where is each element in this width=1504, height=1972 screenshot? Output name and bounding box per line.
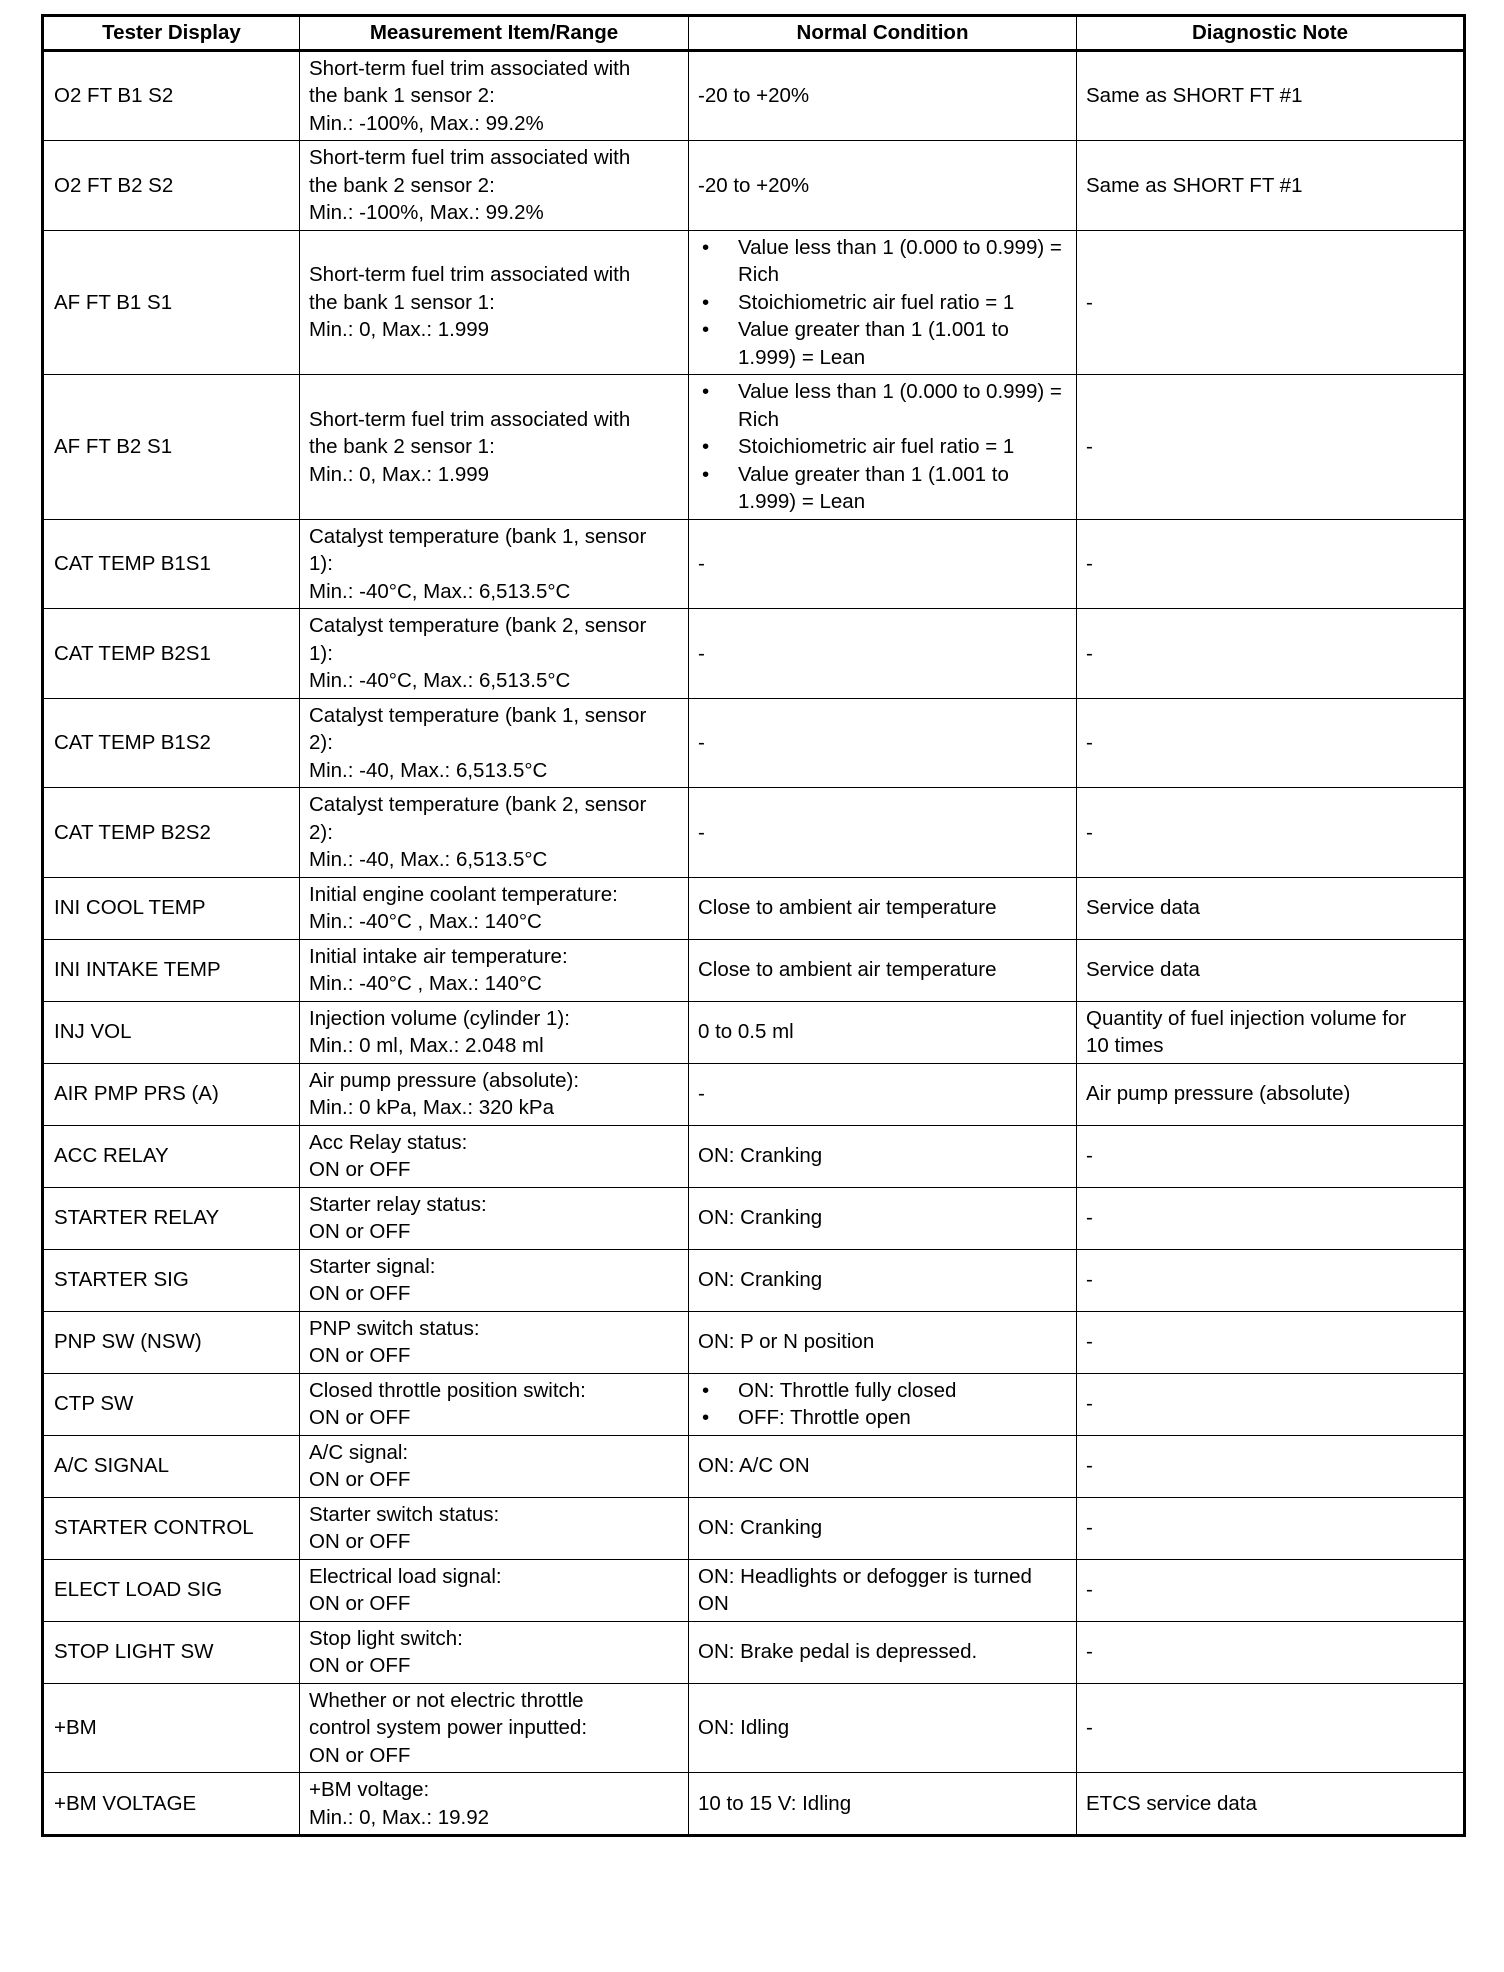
cell-line: 2): bbox=[309, 820, 333, 844]
cell-normal-condition bbox=[689, 1435, 1077, 1497]
cell-tester-display: +BM bbox=[43, 1683, 300, 1773]
cell-line: ON or OFF bbox=[309, 1344, 411, 1367]
cell-line: Catalyst temperature (bank 1, sensor bbox=[309, 703, 647, 727]
bullet-item: • Stoichiometric air fuel ratio = 1 bbox=[698, 289, 1067, 317]
cell-line: ON or OFF bbox=[309, 1468, 411, 1491]
cell-diagnostic-note bbox=[1077, 230, 1465, 375]
cell-normal-condition bbox=[689, 1683, 1077, 1773]
cell-normal-condition bbox=[689, 230, 1077, 375]
cell-tester-display: AF FT B2 S1 bbox=[43, 375, 300, 520]
cell-line: Service data bbox=[1086, 958, 1200, 982]
cell-normal-condition bbox=[689, 1249, 1077, 1311]
cell-line: ON or OFF bbox=[309, 1530, 411, 1553]
cell-diagnostic-note bbox=[1077, 939, 1465, 1001]
cell-normal-condition bbox=[689, 1311, 1077, 1373]
header-normal-condition: Normal Condition bbox=[689, 16, 1077, 51]
cell-line: Min.: -100%, Max.: 99.2% bbox=[309, 111, 544, 135]
cell-measurement-item bbox=[300, 939, 689, 1001]
cell-line: ON bbox=[698, 1592, 729, 1615]
cell-line: - bbox=[1086, 1330, 1093, 1354]
table-row bbox=[43, 1773, 1465, 1836]
table-row bbox=[43, 230, 1465, 375]
cell-tester-display: CAT TEMP B2S1 bbox=[43, 609, 300, 699]
cell-line: ON or OFF bbox=[309, 1282, 411, 1305]
table-row bbox=[43, 141, 1465, 231]
cell-line: Same as SHORT FT #1 bbox=[1086, 84, 1303, 107]
bullet-item: • Value greater than 1 (1.001 to 1.999) = Lean bbox=[698, 461, 1067, 516]
cell-line: ON or OFF bbox=[309, 1158, 411, 1181]
table-row bbox=[43, 1373, 1465, 1435]
cell-normal-condition bbox=[689, 1125, 1077, 1187]
cell-line: the bank 1 sensor 1: bbox=[309, 290, 495, 314]
cell-tester-display: INI INTAKE TEMP bbox=[43, 939, 300, 1001]
cell-line: - bbox=[698, 641, 705, 665]
cell-line: - bbox=[1086, 290, 1093, 314]
cell-line: Short-term fuel trim associated with bbox=[309, 56, 631, 80]
cell-tester-display: AIR PMP PRS (A) bbox=[43, 1063, 300, 1125]
table-body bbox=[43, 50, 1465, 1836]
cell-line: ON: P or N position bbox=[698, 1330, 875, 1354]
cell-tester-display: A/C SIGNAL bbox=[43, 1435, 300, 1497]
table-row bbox=[43, 1683, 1465, 1773]
cell-line: Close to ambient air temperature bbox=[698, 958, 997, 982]
cell-line: ON: Cranking bbox=[698, 1516, 823, 1540]
cell-line: Service data bbox=[1086, 896, 1200, 920]
cell-measurement-item bbox=[300, 1773, 689, 1836]
table-row bbox=[43, 609, 1465, 699]
cell-diagnostic-note bbox=[1077, 1125, 1465, 1187]
cell-line: ON: Headlights or defogger is turned bbox=[698, 1564, 1032, 1588]
cell-line: the bank 1 sensor 2: bbox=[309, 84, 495, 107]
cell-measurement-item bbox=[300, 1063, 689, 1125]
cell-line: ON or OFF bbox=[309, 1220, 411, 1243]
cell-line: Catalyst temperature (bank 2, sensor bbox=[309, 614, 647, 637]
cell-tester-display: INJ VOL bbox=[43, 1001, 300, 1063]
cell-line: 10 to 15 V: Idling bbox=[698, 1791, 852, 1815]
cell-line: ON or OFF bbox=[309, 1654, 411, 1677]
cell-line: 1): bbox=[309, 552, 333, 575]
cell-line: +BM voltage: bbox=[309, 1778, 430, 1801]
cell-tester-display: CAT TEMP B1S1 bbox=[43, 519, 300, 609]
cell-line: - bbox=[1086, 1578, 1093, 1602]
cell-normal-condition bbox=[689, 375, 1077, 520]
cell-line: - bbox=[1086, 1268, 1093, 1292]
header-measurement-item: Measurement Item/Range bbox=[300, 16, 689, 51]
cell-line: - bbox=[698, 552, 705, 575]
cell-measurement-item bbox=[300, 375, 689, 520]
cell-normal-condition bbox=[689, 609, 1077, 699]
cell-normal-condition bbox=[689, 1001, 1077, 1063]
cell-normal-condition bbox=[689, 50, 1077, 141]
cell-diagnostic-note bbox=[1077, 1187, 1465, 1249]
cell-measurement-item bbox=[300, 1249, 689, 1311]
cell-normal-condition bbox=[689, 1559, 1077, 1621]
cell-measurement-item bbox=[300, 1683, 689, 1773]
cell-tester-display: CAT TEMP B2S2 bbox=[43, 788, 300, 878]
bullet-item: • Value less than 1 (0.000 to 0.999) = Rich bbox=[698, 234, 1067, 289]
cell-line: Close to ambient air temperature bbox=[698, 896, 997, 920]
cell-line: - bbox=[1086, 820, 1093, 844]
bullet-list bbox=[698, 234, 1067, 372]
table-row bbox=[43, 1249, 1465, 1311]
cell-normal-condition bbox=[689, 1063, 1077, 1125]
cell-line: Air pump pressure (absolute): bbox=[309, 1068, 580, 1092]
table-row bbox=[43, 50, 1465, 141]
cell-normal-condition bbox=[689, 141, 1077, 231]
cell-line: Whether or not electric throttle bbox=[309, 1688, 584, 1712]
cell-line: Catalyst temperature (bank 2, sensor bbox=[309, 793, 647, 816]
cell-line: - bbox=[698, 820, 705, 844]
cell-line: Min.: 0, Max.: 19.92 bbox=[309, 1805, 490, 1829]
table-row bbox=[43, 1125, 1465, 1187]
cell-line: Min.: -40, Max.: 6,513.5°C bbox=[309, 848, 548, 871]
cell-diagnostic-note bbox=[1077, 788, 1465, 878]
cell-line: Min.: -100%, Max.: 99.2% bbox=[309, 201, 544, 224]
cell-tester-display: O2 FT B2 S2 bbox=[43, 141, 300, 231]
bullet-item: • OFF: Throttle open bbox=[698, 1404, 1067, 1432]
cell-normal-condition bbox=[689, 1373, 1077, 1435]
cell-line: ON: Idling bbox=[698, 1716, 790, 1739]
cell-line: - bbox=[1086, 1144, 1093, 1168]
cell-tester-display: STARTER RELAY bbox=[43, 1187, 300, 1249]
cell-tester-display: CTP SW bbox=[43, 1373, 300, 1435]
cell-line: Electrical load signal: bbox=[309, 1564, 502, 1588]
cell-line: Min.: -40°C , Max.: 140°C bbox=[309, 910, 542, 933]
cell-diagnostic-note bbox=[1077, 698, 1465, 788]
cell-tester-display: CAT TEMP B1S2 bbox=[43, 698, 300, 788]
cell-measurement-item bbox=[300, 141, 689, 231]
cell-diagnostic-note bbox=[1077, 1683, 1465, 1773]
cell-line: control system power inputted: bbox=[309, 1716, 588, 1739]
cell-line: Min.: -40°C, Max.: 6,513.5°C bbox=[309, 669, 571, 692]
cell-line: - bbox=[1086, 1392, 1093, 1416]
cell-line: Closed throttle position switch: bbox=[309, 1378, 586, 1402]
cell-line: ON: Cranking bbox=[698, 1268, 823, 1292]
cell-line: - bbox=[1086, 1716, 1093, 1739]
cell-line: ON: A/C ON bbox=[698, 1454, 810, 1478]
cell-line: - bbox=[698, 1082, 705, 1106]
table-row bbox=[43, 1063, 1465, 1125]
data-list-table bbox=[41, 14, 1466, 1837]
table-row bbox=[43, 375, 1465, 520]
cell-line: Same as SHORT FT #1 bbox=[1086, 173, 1303, 197]
table-row bbox=[43, 698, 1465, 788]
cell-line: ON or OFF bbox=[309, 1592, 411, 1615]
cell-line: 1): bbox=[309, 641, 333, 665]
cell-normal-condition bbox=[689, 788, 1077, 878]
table-row bbox=[43, 1621, 1465, 1683]
cell-diagnostic-note bbox=[1077, 1373, 1465, 1435]
cell-line: - bbox=[1086, 1454, 1093, 1478]
cell-line: ON: Brake pedal is depressed. bbox=[698, 1640, 978, 1664]
cell-measurement-item bbox=[300, 1497, 689, 1559]
cell-line: -20 to +20% bbox=[698, 173, 810, 197]
cell-line: 10 times bbox=[1086, 1034, 1164, 1057]
table-row bbox=[43, 788, 1465, 878]
cell-line: - bbox=[1086, 731, 1093, 754]
cell-measurement-item bbox=[300, 1559, 689, 1621]
cell-line: ETCS service data bbox=[1086, 1791, 1257, 1815]
table-row bbox=[43, 1435, 1465, 1497]
cell-diagnostic-note bbox=[1077, 1063, 1465, 1125]
cell-line: - bbox=[1086, 1206, 1093, 1230]
bullet-item: • Value greater than 1 (1.001 to 1.999) = Lean bbox=[698, 316, 1067, 371]
cell-diagnostic-note bbox=[1077, 1001, 1465, 1063]
cell-normal-condition bbox=[689, 939, 1077, 1001]
cell-normal-condition bbox=[689, 519, 1077, 609]
cell-measurement-item bbox=[300, 1621, 689, 1683]
cell-tester-display: INI COOL TEMP bbox=[43, 877, 300, 939]
bullet-item: • ON: Throttle fully closed bbox=[698, 1377, 1067, 1405]
cell-normal-condition bbox=[689, 1773, 1077, 1836]
table-row bbox=[43, 877, 1465, 939]
cell-diagnostic-note bbox=[1077, 50, 1465, 141]
cell-tester-display: +BM VOLTAGE bbox=[43, 1773, 300, 1836]
cell-line: the bank 2 sensor 2: bbox=[309, 173, 495, 197]
cell-diagnostic-note bbox=[1077, 609, 1465, 699]
cell-normal-condition bbox=[689, 1187, 1077, 1249]
cell-measurement-item bbox=[300, 519, 689, 609]
cell-tester-display: AF FT B1 S1 bbox=[43, 230, 300, 375]
cell-tester-display: STARTER SIG bbox=[43, 1249, 300, 1311]
cell-tester-display: PNP SW (NSW) bbox=[43, 1311, 300, 1373]
cell-line: - bbox=[1086, 1516, 1093, 1540]
cell-line: Acc Relay status: bbox=[309, 1130, 468, 1154]
cell-line: Short-term fuel trim associated with bbox=[309, 146, 631, 169]
cell-diagnostic-note bbox=[1077, 1249, 1465, 1311]
table-row bbox=[43, 1001, 1465, 1063]
cell-diagnostic-note bbox=[1077, 877, 1465, 939]
cell-normal-condition bbox=[689, 1497, 1077, 1559]
cell-tester-display: STARTER CONTROL bbox=[43, 1497, 300, 1559]
cell-line: Injection volume (cylinder 1): bbox=[309, 1006, 570, 1030]
cell-measurement-item bbox=[300, 1373, 689, 1435]
cell-diagnostic-note bbox=[1077, 1435, 1465, 1497]
cell-measurement-item bbox=[300, 1311, 689, 1373]
cell-line: ON or OFF bbox=[309, 1406, 411, 1429]
cell-diagnostic-note bbox=[1077, 141, 1465, 231]
cell-line: Starter switch status: bbox=[309, 1502, 500, 1526]
cell-normal-condition bbox=[689, 1621, 1077, 1683]
table-row bbox=[43, 1559, 1465, 1621]
cell-diagnostic-note bbox=[1077, 1559, 1465, 1621]
cell-line: Min.: 0, Max.: 1.999 bbox=[309, 462, 490, 486]
cell-diagnostic-note bbox=[1077, 1497, 1465, 1559]
cell-tester-display: STOP LIGHT SW bbox=[43, 1621, 300, 1683]
cell-measurement-item bbox=[300, 50, 689, 141]
cell-line: Initial intake air temperature: bbox=[309, 944, 568, 968]
cell-normal-condition bbox=[689, 698, 1077, 788]
cell-measurement-item bbox=[300, 1187, 689, 1249]
cell-line: - bbox=[1086, 1640, 1093, 1664]
cell-line: Quantity of fuel injection volume for bbox=[1086, 1006, 1407, 1030]
bullet-item: • Value less than 1 (0.000 to 0.999) = Rich bbox=[698, 378, 1067, 433]
cell-diagnostic-note bbox=[1077, 519, 1465, 609]
cell-line: - bbox=[1086, 435, 1093, 458]
cell-line: Min.: 0, Max.: 1.999 bbox=[309, 318, 490, 341]
cell-line: Short-term fuel trim associated with bbox=[309, 407, 631, 431]
cell-measurement-item bbox=[300, 1001, 689, 1063]
cell-line: the bank 2 sensor 1: bbox=[309, 435, 495, 458]
header-row bbox=[43, 16, 1465, 51]
table-row bbox=[43, 1311, 1465, 1373]
cell-measurement-item bbox=[300, 788, 689, 878]
cell-line: - bbox=[1086, 641, 1093, 665]
cell-line: ON: Cranking bbox=[698, 1206, 823, 1230]
cell-measurement-item bbox=[300, 609, 689, 699]
cell-line: ON or OFF bbox=[309, 1743, 411, 1767]
table-header bbox=[43, 16, 1465, 51]
cell-line: Initial engine coolant temperature: bbox=[309, 882, 618, 906]
cell-line: ON: Cranking bbox=[698, 1144, 823, 1168]
cell-diagnostic-note bbox=[1077, 1311, 1465, 1373]
cell-tester-display: O2 FT B1 S2 bbox=[43, 50, 300, 141]
cell-line: -20 to +20% bbox=[698, 84, 810, 107]
cell-tester-display: ACC RELAY bbox=[43, 1125, 300, 1187]
cell-line: Starter relay status: bbox=[309, 1192, 487, 1216]
table-row bbox=[43, 1187, 1465, 1249]
cell-tester-display: ELECT LOAD SIG bbox=[43, 1559, 300, 1621]
cell-line: - bbox=[698, 731, 705, 754]
cell-measurement-item bbox=[300, 698, 689, 788]
cell-diagnostic-note bbox=[1077, 1773, 1465, 1836]
cell-line: Min.: 0 kPa, Max.: 320 kPa bbox=[309, 1096, 554, 1119]
cell-measurement-item bbox=[300, 877, 689, 939]
cell-diagnostic-note bbox=[1077, 1621, 1465, 1683]
cell-line: Air pump pressure (absolute) bbox=[1086, 1082, 1351, 1106]
cell-line: PNP switch status: bbox=[309, 1316, 480, 1340]
cell-line: 0 to 0.5 ml bbox=[698, 1020, 794, 1044]
bullet-list bbox=[698, 378, 1067, 516]
cell-line: Starter signal: bbox=[309, 1254, 436, 1278]
bullet-item: • Stoichiometric air fuel ratio = 1 bbox=[698, 433, 1067, 461]
cell-line: Catalyst temperature (bank 1, sensor bbox=[309, 524, 647, 548]
cell-diagnostic-note bbox=[1077, 375, 1465, 520]
cell-line: Min.: -40°C , Max.: 140°C bbox=[309, 972, 542, 995]
cell-line: - bbox=[1086, 552, 1093, 575]
cell-measurement-item bbox=[300, 1125, 689, 1187]
cell-measurement-item bbox=[300, 1435, 689, 1497]
cell-line: Min.: 0 ml, Max.: 2.048 ml bbox=[309, 1034, 544, 1057]
cell-line: Min.: -40°C, Max.: 6,513.5°C bbox=[309, 579, 571, 603]
bullet-list bbox=[698, 1377, 1067, 1432]
header-diagnostic-note: Diagnostic Note bbox=[1077, 16, 1465, 51]
cell-line: Min.: -40, Max.: 6,513.5°C bbox=[309, 758, 548, 782]
table-row bbox=[43, 939, 1465, 1001]
cell-line: 2): bbox=[309, 731, 333, 754]
cell-line: A/C signal: bbox=[309, 1440, 409, 1464]
table-row bbox=[43, 1497, 1465, 1559]
cell-line: Stop light switch: bbox=[309, 1626, 463, 1650]
table-row bbox=[43, 519, 1465, 609]
cell-measurement-item bbox=[300, 230, 689, 375]
cell-line: Short-term fuel trim associated with bbox=[309, 263, 631, 286]
cell-normal-condition bbox=[689, 877, 1077, 939]
header-tester-display: Tester Display bbox=[43, 16, 300, 51]
